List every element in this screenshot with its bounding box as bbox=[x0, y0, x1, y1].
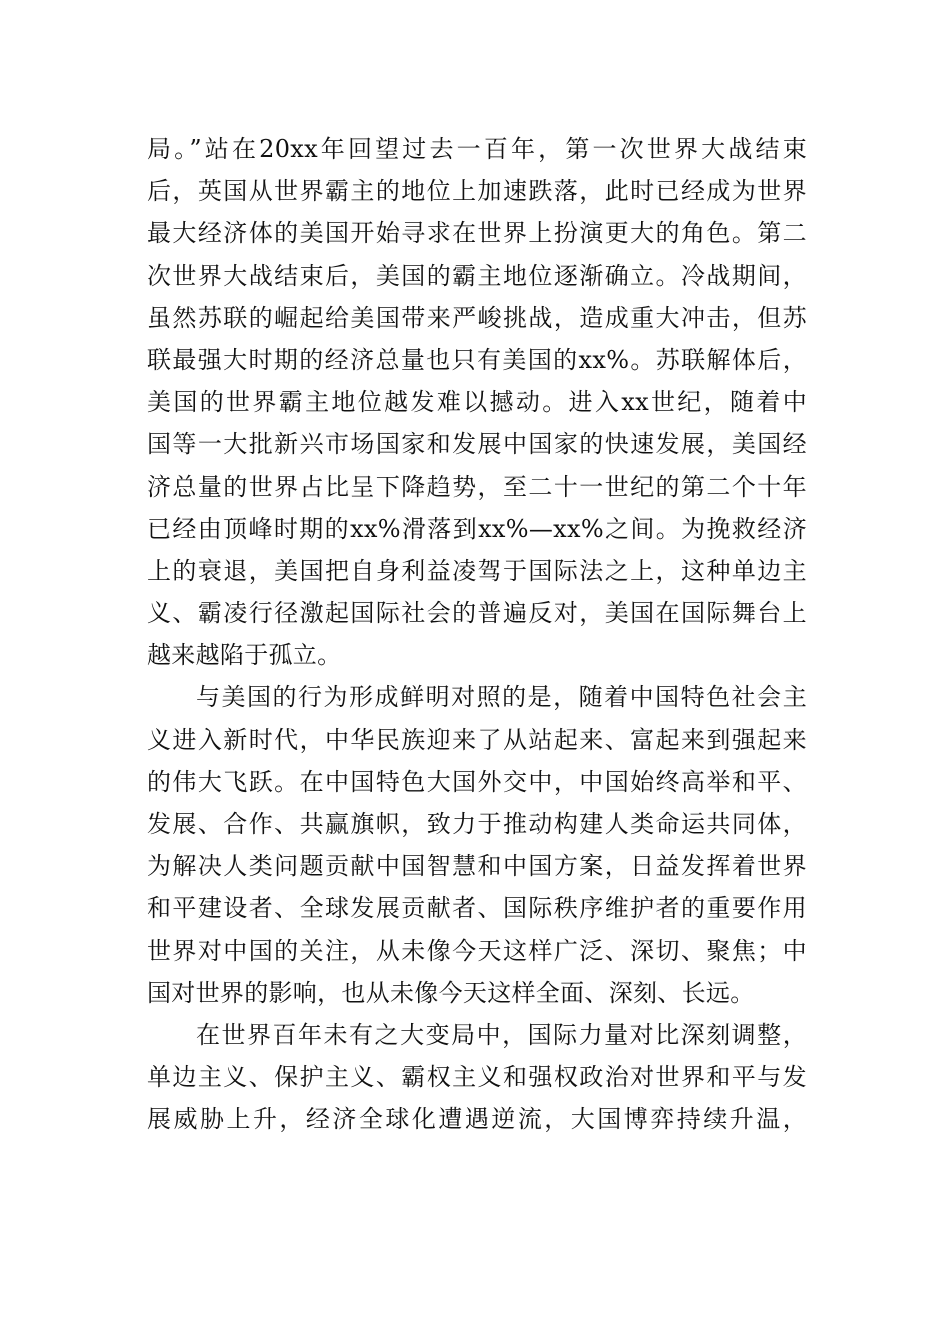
text-line: 虽然苏联的崛起给美国带来严峻挑战，造成重大冲击，但苏 bbox=[147, 303, 807, 332]
paragraph-2 bbox=[147, 676, 807, 1014]
text-line: 单边主义、保护主义、霸权主义和强权政治对世界和平与发 bbox=[147, 1063, 807, 1092]
body-text bbox=[147, 128, 807, 1141]
text-line: 济总量的世界占比呈下降趋势，至二十一世纪的第二个十年 bbox=[147, 472, 807, 501]
text-line: 义、霸凌行径激起国际社会的普遍反对，美国在国际舞台上 bbox=[147, 599, 807, 628]
text-line: 为解决人类问题贡献中国智慧和中国方案，日益发挥着世界 bbox=[147, 852, 807, 881]
text-line: 最大经济体的美国开始寻求在世界上扮演更大的角色。第二 bbox=[147, 219, 807, 248]
text-line: 国对世界的影响，也从未像今天这样全面、深刻、长远。 bbox=[147, 978, 755, 1007]
text-line: 和平建设者、全球发展贡献者、国际秩序维护者的重要作用 bbox=[147, 894, 807, 923]
text-line: 世界对中国的关注，从未像今天这样广泛、深切、聚焦；中 bbox=[147, 936, 807, 965]
text-line: 美国的世界霸主地位越发难以撼动。进入xx世纪，随着中 bbox=[147, 388, 807, 417]
text-line: 发展、合作、共赢旗帜，致力于推动构建人类命运共同体， bbox=[147, 810, 807, 838]
text-line: 联最强大时期的经济总量也只有美国的xx%。苏联解体后， bbox=[147, 345, 807, 374]
text-line: 义进入新时代，中华民族迎来了从站起来、富起来到强起来 bbox=[147, 725, 807, 754]
paragraph-1 bbox=[147, 128, 807, 676]
text-line: 越来越陷于孤立。 bbox=[147, 641, 342, 670]
text-line: 次世界大战结束后，美国的霸主地位逐渐确立。冷战期间， bbox=[147, 261, 807, 290]
paragraph-3 bbox=[147, 1014, 807, 1141]
text-line: 上的衰退，美国把自身利益凌驾于国际法之上，这种单边主 bbox=[147, 556, 807, 585]
text-line: 后，英国从世界霸主的地位上加速跌落，此时已经成为世界 bbox=[147, 177, 807, 206]
text-line: 与美国的行为形成鲜明对照的是，随着中国特色社会主 bbox=[196, 683, 807, 712]
text-line: 的伟大飞跃。在中国特色大国外交中，中国始终高举和平、 bbox=[147, 767, 807, 796]
text-line: 国等一大批新兴市场国家和发展中国家的快速发展，美国经 bbox=[147, 430, 807, 459]
text-line: 展威胁上升，经济全球化遭遇逆流，大国博弈持续升温， bbox=[147, 1105, 807, 1134]
text-line: 局。”站在20xx年回望过去一百年，第一次世界大战结束 bbox=[147, 135, 807, 163]
text-line: 在世界百年未有之大变局中，国际力量对比深刻调整， bbox=[196, 1020, 807, 1049]
text-line: 已经由顶峰时期的xx%滑落到xx%—xx%之间。为挽救经济 bbox=[147, 514, 807, 543]
